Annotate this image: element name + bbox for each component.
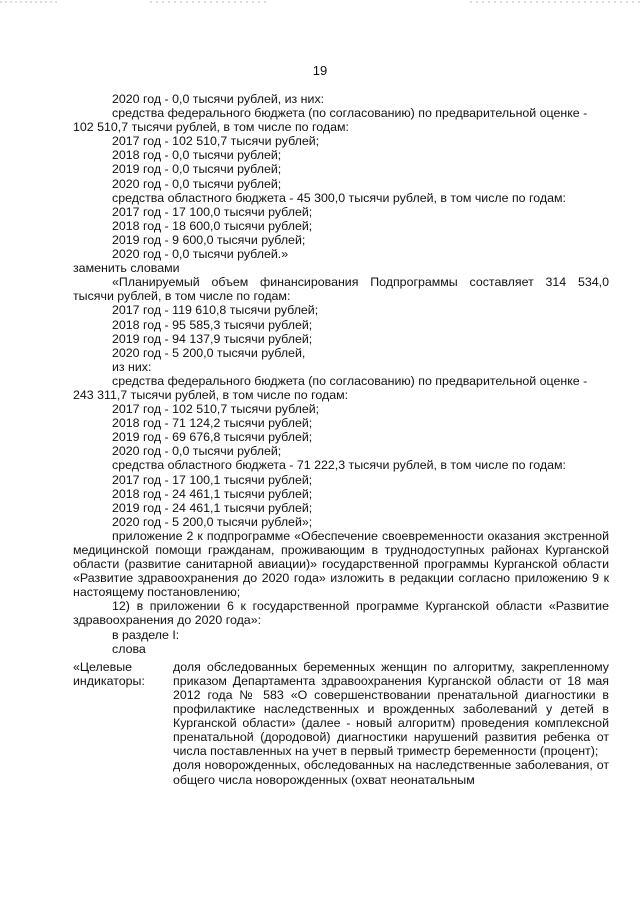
text-line: 2020 год - 5 200,0 тысячи рублей»; — [112, 514, 313, 529]
indicator-item-2: доля новорожденных, обследованных на наследственные заболевания, от общего числа новорожденных (охват неонатальным — [173, 758, 609, 787]
text-line: 2019 год - 0,0 тысячи рублей; — [112, 162, 282, 177]
text-line: 2017 год - 17 100,1 тысячи рублей; — [112, 472, 313, 487]
text-line: 2020 год - 0,0 тысячи рублей.» — [112, 247, 289, 262]
indicators-text — [173, 660, 609, 787]
text-line: средства федерального бюджета (по согласованию) по предварительной оценке - — [112, 373, 588, 388]
text-line: 2019 год - 94 137,9 тысячи рублей; — [112, 331, 313, 346]
text-line: 2018 год - 24 461,1 тысячи рублей; — [112, 486, 313, 501]
section-line: в разделе I: — [112, 627, 180, 642]
text-line: 2020 год - 0,0 тысячи рублей, из них: — [112, 92, 325, 106]
text-line: 2018 год - 71 124,2 тысячи рублей; — [112, 416, 313, 431]
text-line: средства областного бюджета - 45 300,0 тысячи рублей, в том числе по годам: — [112, 190, 566, 205]
text-line: 2020 год - 5 200,0 тысячи рублей, — [112, 345, 306, 360]
text-line: 2017 год - 119 610,8 тысячи рублей; — [112, 303, 319, 318]
text-line: 2020 год - 0,0 тысячи рублей; — [112, 176, 282, 191]
document-body — [73, 92, 609, 787]
indicators-row — [73, 660, 609, 787]
words-line: слова — [112, 641, 146, 656]
text-line: тысячи рублей, в том числе по годам: — [73, 289, 291, 304]
text-line: 2019 год - 69 676,8 тысячи рублей; — [112, 430, 313, 445]
indicators-label: «Целевые индикаторы: — [73, 659, 145, 688]
text-line: заменить словами — [73, 261, 180, 276]
page-number: 19 — [312, 63, 328, 78]
text-line: средства федерального бюджета (по согласованию) по предварительной оценке - — [112, 106, 588, 121]
text-line: 2019 год - 24 461,1 тысячи рублей; — [112, 500, 313, 515]
text-line: «Планируемый объем финансирования Подпрограммы составляет 314 534,0 — [112, 275, 609, 290]
text-line: 2017 год - 102 510,7 тысячи рублей; — [112, 134, 320, 149]
paragraph-12: 12) в приложении 6 к государственной программе Курганской области «Развитие здравоохранения до 2020 года»: — [73, 599, 609, 628]
text-line: 2018 год - 95 585,3 тысячи рублей; — [112, 317, 313, 332]
text-line: 2018 год - 0,0 тысячи рублей; — [112, 148, 282, 163]
text-line: 2017 год - 102 510,7 тысячи рублей; — [112, 402, 320, 417]
text-line: из них: — [112, 359, 152, 374]
scan-top-edge — [0, 0, 640, 6]
text-line: средства областного бюджета - 71 222,3 тысячи рублей, в том числе по годам: — [112, 458, 566, 473]
text-line: 102 510,7 тысячи рублей, в том числе по годам: — [73, 120, 349, 135]
text-line: 2020 год - 0,0 тысячи рублей; — [112, 444, 282, 459]
paragraph-appendix: приложение 2 к подпрограмме «Обеспечение своевременности оказания экстренной медицинской помощи гражданам, проживающим в труднодоступных районах Курганской области (развитие санитарной авиации)» государственной программы Курганской области «Развитие здравоохранения до 2020 года» изложить в редакции согласно приложению 9 к настоящему постановлению; — [73, 528, 609, 600]
funding-lines — [73, 92, 609, 529]
text-line: 243 311,7 тысячи рублей, в том числе по годам: — [73, 387, 349, 402]
text-line: 2017 год - 17 100,0 тысячи рублей; — [112, 204, 313, 219]
indicator-item-1: доля обследованных беременных женщин по алгоритму, закрепленному приказом Департамента здравоохранения Курганской области от 18 мая 2012 года № 583 «О совершенствовании пренатальной диагностики в профилактике наследственных и врожденных заболеваний у детей в Курганской области» (далее - новый алгоритм) проведения комплексной пренатальной (дородовой) диагностики нарушений развития ребенка от числа поставленных на учет в первый триместр беременности (процент); — [173, 659, 609, 759]
text-line: 2019 год - 9 600,0 тысячи рублей; — [112, 232, 306, 247]
text-line: 2018 год - 18 600,0 тысячи рублей; — [112, 218, 313, 233]
